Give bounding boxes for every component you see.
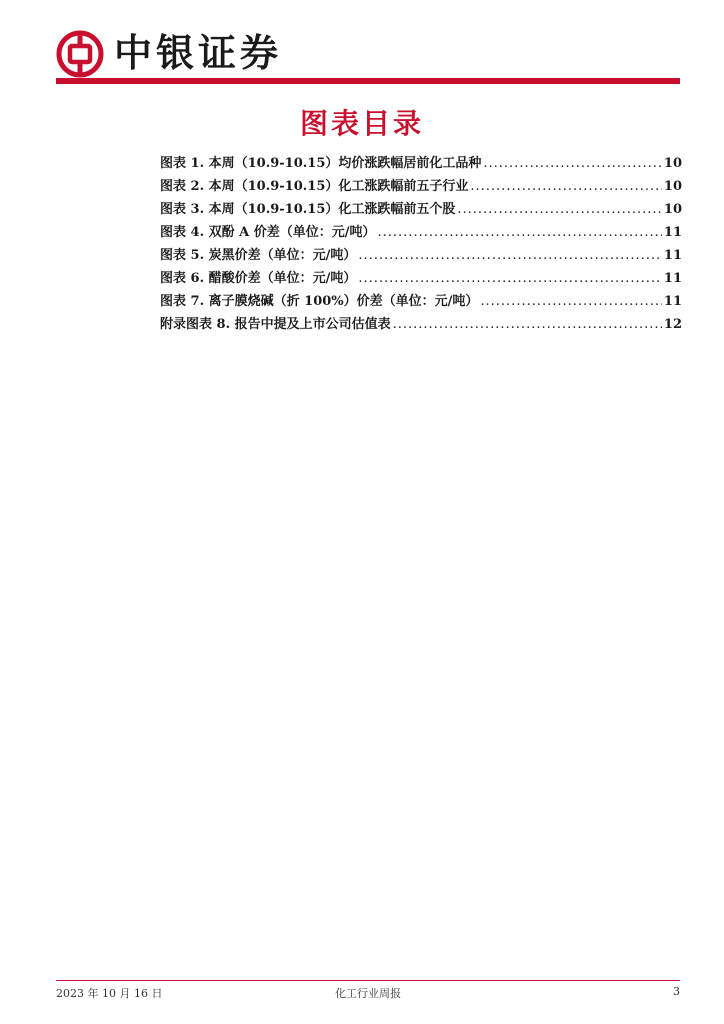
toc-dot-leader xyxy=(358,271,662,286)
page-header xyxy=(56,26,680,86)
toc-entry[interactable] xyxy=(160,221,682,244)
bank-of-china-logo-icon xyxy=(56,30,104,78)
toc-entry[interactable] xyxy=(160,267,682,290)
toc-entry[interactable] xyxy=(160,175,682,198)
brand-name: 中银证券 xyxy=(114,30,283,75)
toc-entry-page: 10 xyxy=(663,202,682,217)
toc-entry-label: 图表 5. 炭黑价差（单位：元/吨） xyxy=(160,248,357,263)
toc-entry-label: 图表 1. 本周（10.9-10.15）均价涨跌幅居前化工品种 xyxy=(160,156,482,171)
table-of-figures xyxy=(160,152,682,336)
toc-dot-leader xyxy=(393,317,662,332)
toc-entry-page: 12 xyxy=(663,317,682,332)
toc-entry-label: 图表 7. 离子膜烧碱（折 100%）价差（单位：元/吨） xyxy=(160,294,479,309)
toc-dot-leader xyxy=(378,225,662,240)
toc-entry-page: 11 xyxy=(663,225,682,240)
footer-report-type: 化工行业周报 xyxy=(335,987,401,1000)
toc-entry-page: 11 xyxy=(663,248,682,263)
footer-page-number: 3 xyxy=(673,985,680,998)
toc-dot-leader xyxy=(480,294,662,309)
toc-dot-leader xyxy=(470,179,662,194)
toc-entry-page: 10 xyxy=(663,156,682,171)
toc-entry-label: 图表 4. 双酚 A 价差（单位：元/吨） xyxy=(160,225,376,240)
page-footer xyxy=(56,985,680,1001)
toc-entry-label: 附录图表 8. 报告中提及上市公司估值表 xyxy=(160,317,391,332)
header-divider xyxy=(56,78,680,84)
toc-entry-label: 图表 3. 本周（10.9-10.15）化工涨跌幅前五个股 xyxy=(160,202,456,217)
toc-entry[interactable] xyxy=(160,290,682,313)
toc-dot-leader xyxy=(483,156,662,171)
toc-entry[interactable] xyxy=(160,313,682,336)
toc-entry-page: 11 xyxy=(663,294,682,309)
footer-divider xyxy=(56,980,680,981)
toc-entry[interactable] xyxy=(160,152,682,175)
toc-entry-label: 图表 6. 醋酸价差（单位：元/吨） xyxy=(160,271,357,286)
footer-date: 2023 年 10 月 16 日 xyxy=(56,987,163,1000)
toc-dot-leader xyxy=(358,248,662,263)
toc-entry[interactable] xyxy=(160,244,682,267)
page-title: 图表目录 xyxy=(299,107,424,140)
toc-entry-page: 10 xyxy=(663,179,682,194)
toc-dot-leader xyxy=(457,202,662,217)
toc-entry-page: 11 xyxy=(663,271,682,286)
toc-entry[interactable] xyxy=(160,198,682,221)
toc-entry-label: 图表 2. 本周（10.9-10.15）化工涨跌幅前五子行业 xyxy=(160,179,469,194)
